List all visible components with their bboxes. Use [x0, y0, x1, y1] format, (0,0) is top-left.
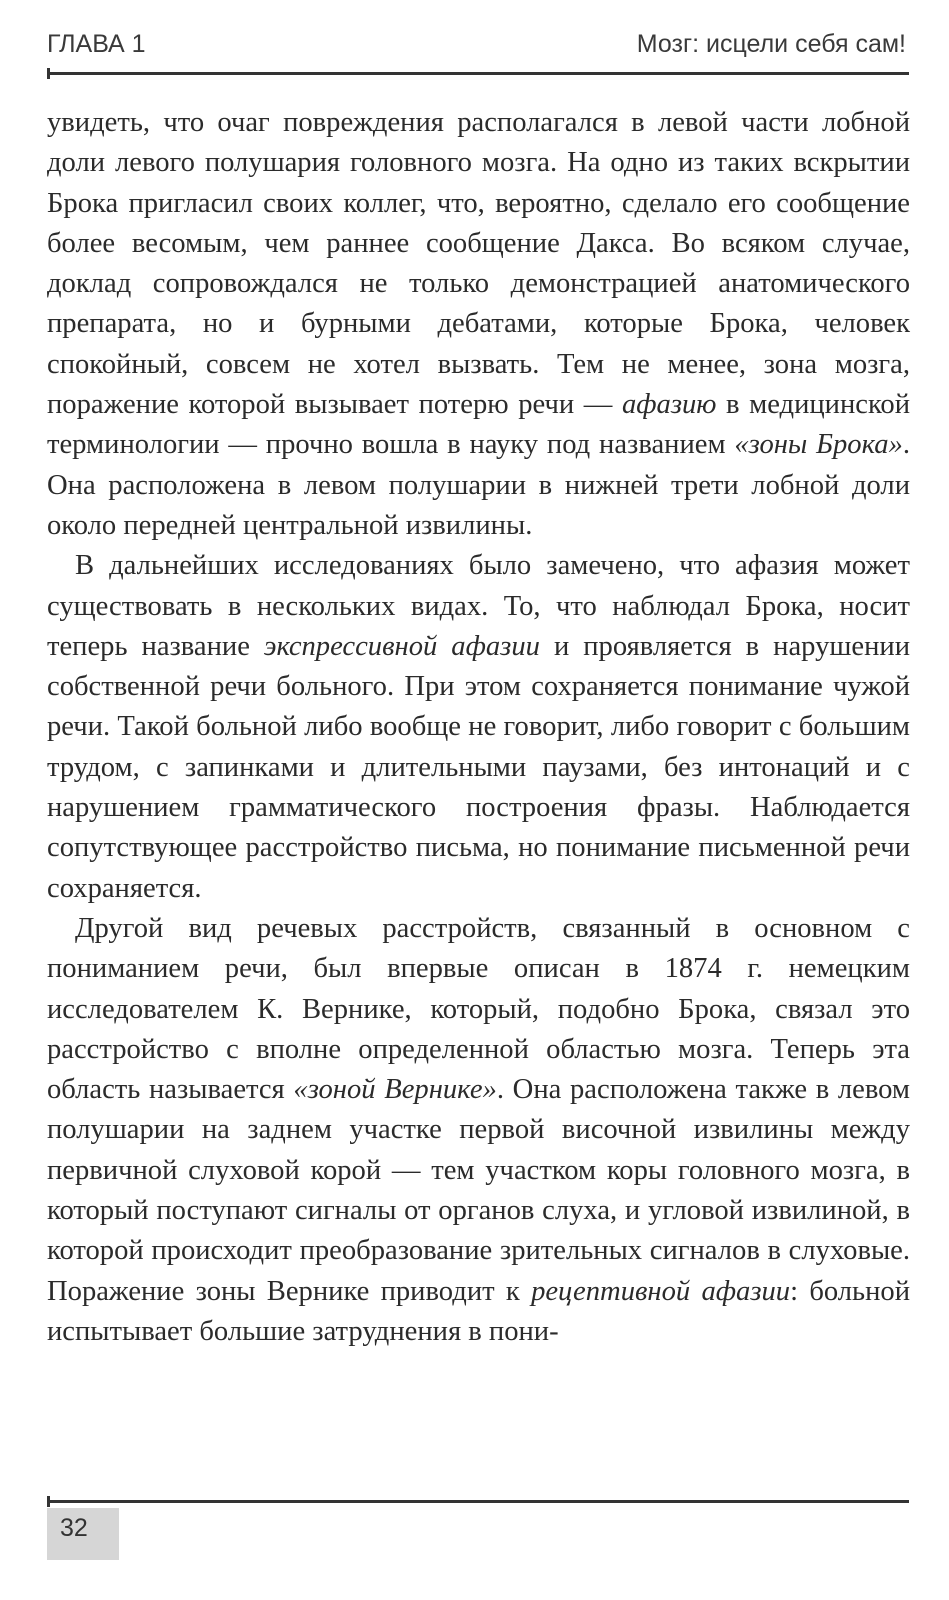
book-title: Мозг: исцели себя сам! — [636, 30, 906, 58]
italic-term: рецептивной афазии — [531, 1275, 791, 1307]
paragraph-1 — [47, 103, 910, 546]
text-segment: . Она расположена в левом полушарии в нижней трети лобной доли около передней центральной извилины. — [47, 429, 910, 541]
text-segment: В дальнейших исследованиях было замечено, что афазия может существовать в нескольких видах. То, что наблюдал Брока, носит теперь название — [47, 550, 910, 662]
italic-term: «зоной Вернике» — [293, 1074, 497, 1106]
footer-rule — [47, 1500, 909, 1503]
italic-term: афазию — [621, 389, 717, 421]
text-segment: : больной испытывает большие затруднения в пони- — [47, 1275, 911, 1347]
text-segment: . Она расположена также в левом полушарии на заднем участке первой височной извилины между первичной слуховой корой — тем участком коры головного мозга, в который поступают сигналы от органов слуха, и угловой извилиной, в которой происходит преобразование зрительных сигналов в слуховые. Поражение зоны Вернике приводит к — [47, 1074, 911, 1307]
chapter-label: ГЛАВА 1 — [47, 30, 146, 58]
body-text — [47, 103, 910, 1352]
paragraph-2 — [47, 546, 910, 909]
page-number: 32 — [60, 1514, 88, 1542]
italic-term: экспрессивной афазии — [263, 630, 540, 662]
running-header — [47, 30, 906, 66]
italic-term: «зоны Брока» — [734, 429, 903, 461]
header-rule — [47, 72, 909, 75]
text-segment: увидеть, что очаг повреждения располагался в левой части лобной доли левого полушария головного мозга. На одно из таких вскрытии Брока пригласил своих коллег, что, вероятно, сделало его сообщение более весомым, чем раннее сообщение Дакса. Во всяком случае, доклад сопровождался не только демонстрацией анатомического препарата, но и бурными дебатами, которые Брока, человек спокойный, совсем не хотел вызвать. Тем не менее, зона мозга, поражение которой вызывает потерю речи — — [47, 107, 910, 421]
text-segment: Другой вид речевых расстройств, связанный в основном с пониманием речи, был впервые описан в 1874 г. немецким исследователем К. Вернике, который, подобно Брока, связал это расстройство с вполне определенной областью мозга. Теперь эта область называется — [47, 912, 910, 1106]
paragraph-3 — [47, 909, 910, 1352]
text-segment: в медицинской терминологии — прочно вошла в науку под названием — [47, 389, 911, 461]
text-segment: и проявляется в нарушении собственной речи больного. При этом сохраняется понимание чужой речи. Такой больной либо вообще не говорит, либо говорит с большим трудом, с запинками и длительными паузами, без интонаций и с нарушением грамматического построения фразы. Наблюдается сопутствующее расстройство письма, но понимание письменной речи сохраняется. — [47, 630, 910, 904]
